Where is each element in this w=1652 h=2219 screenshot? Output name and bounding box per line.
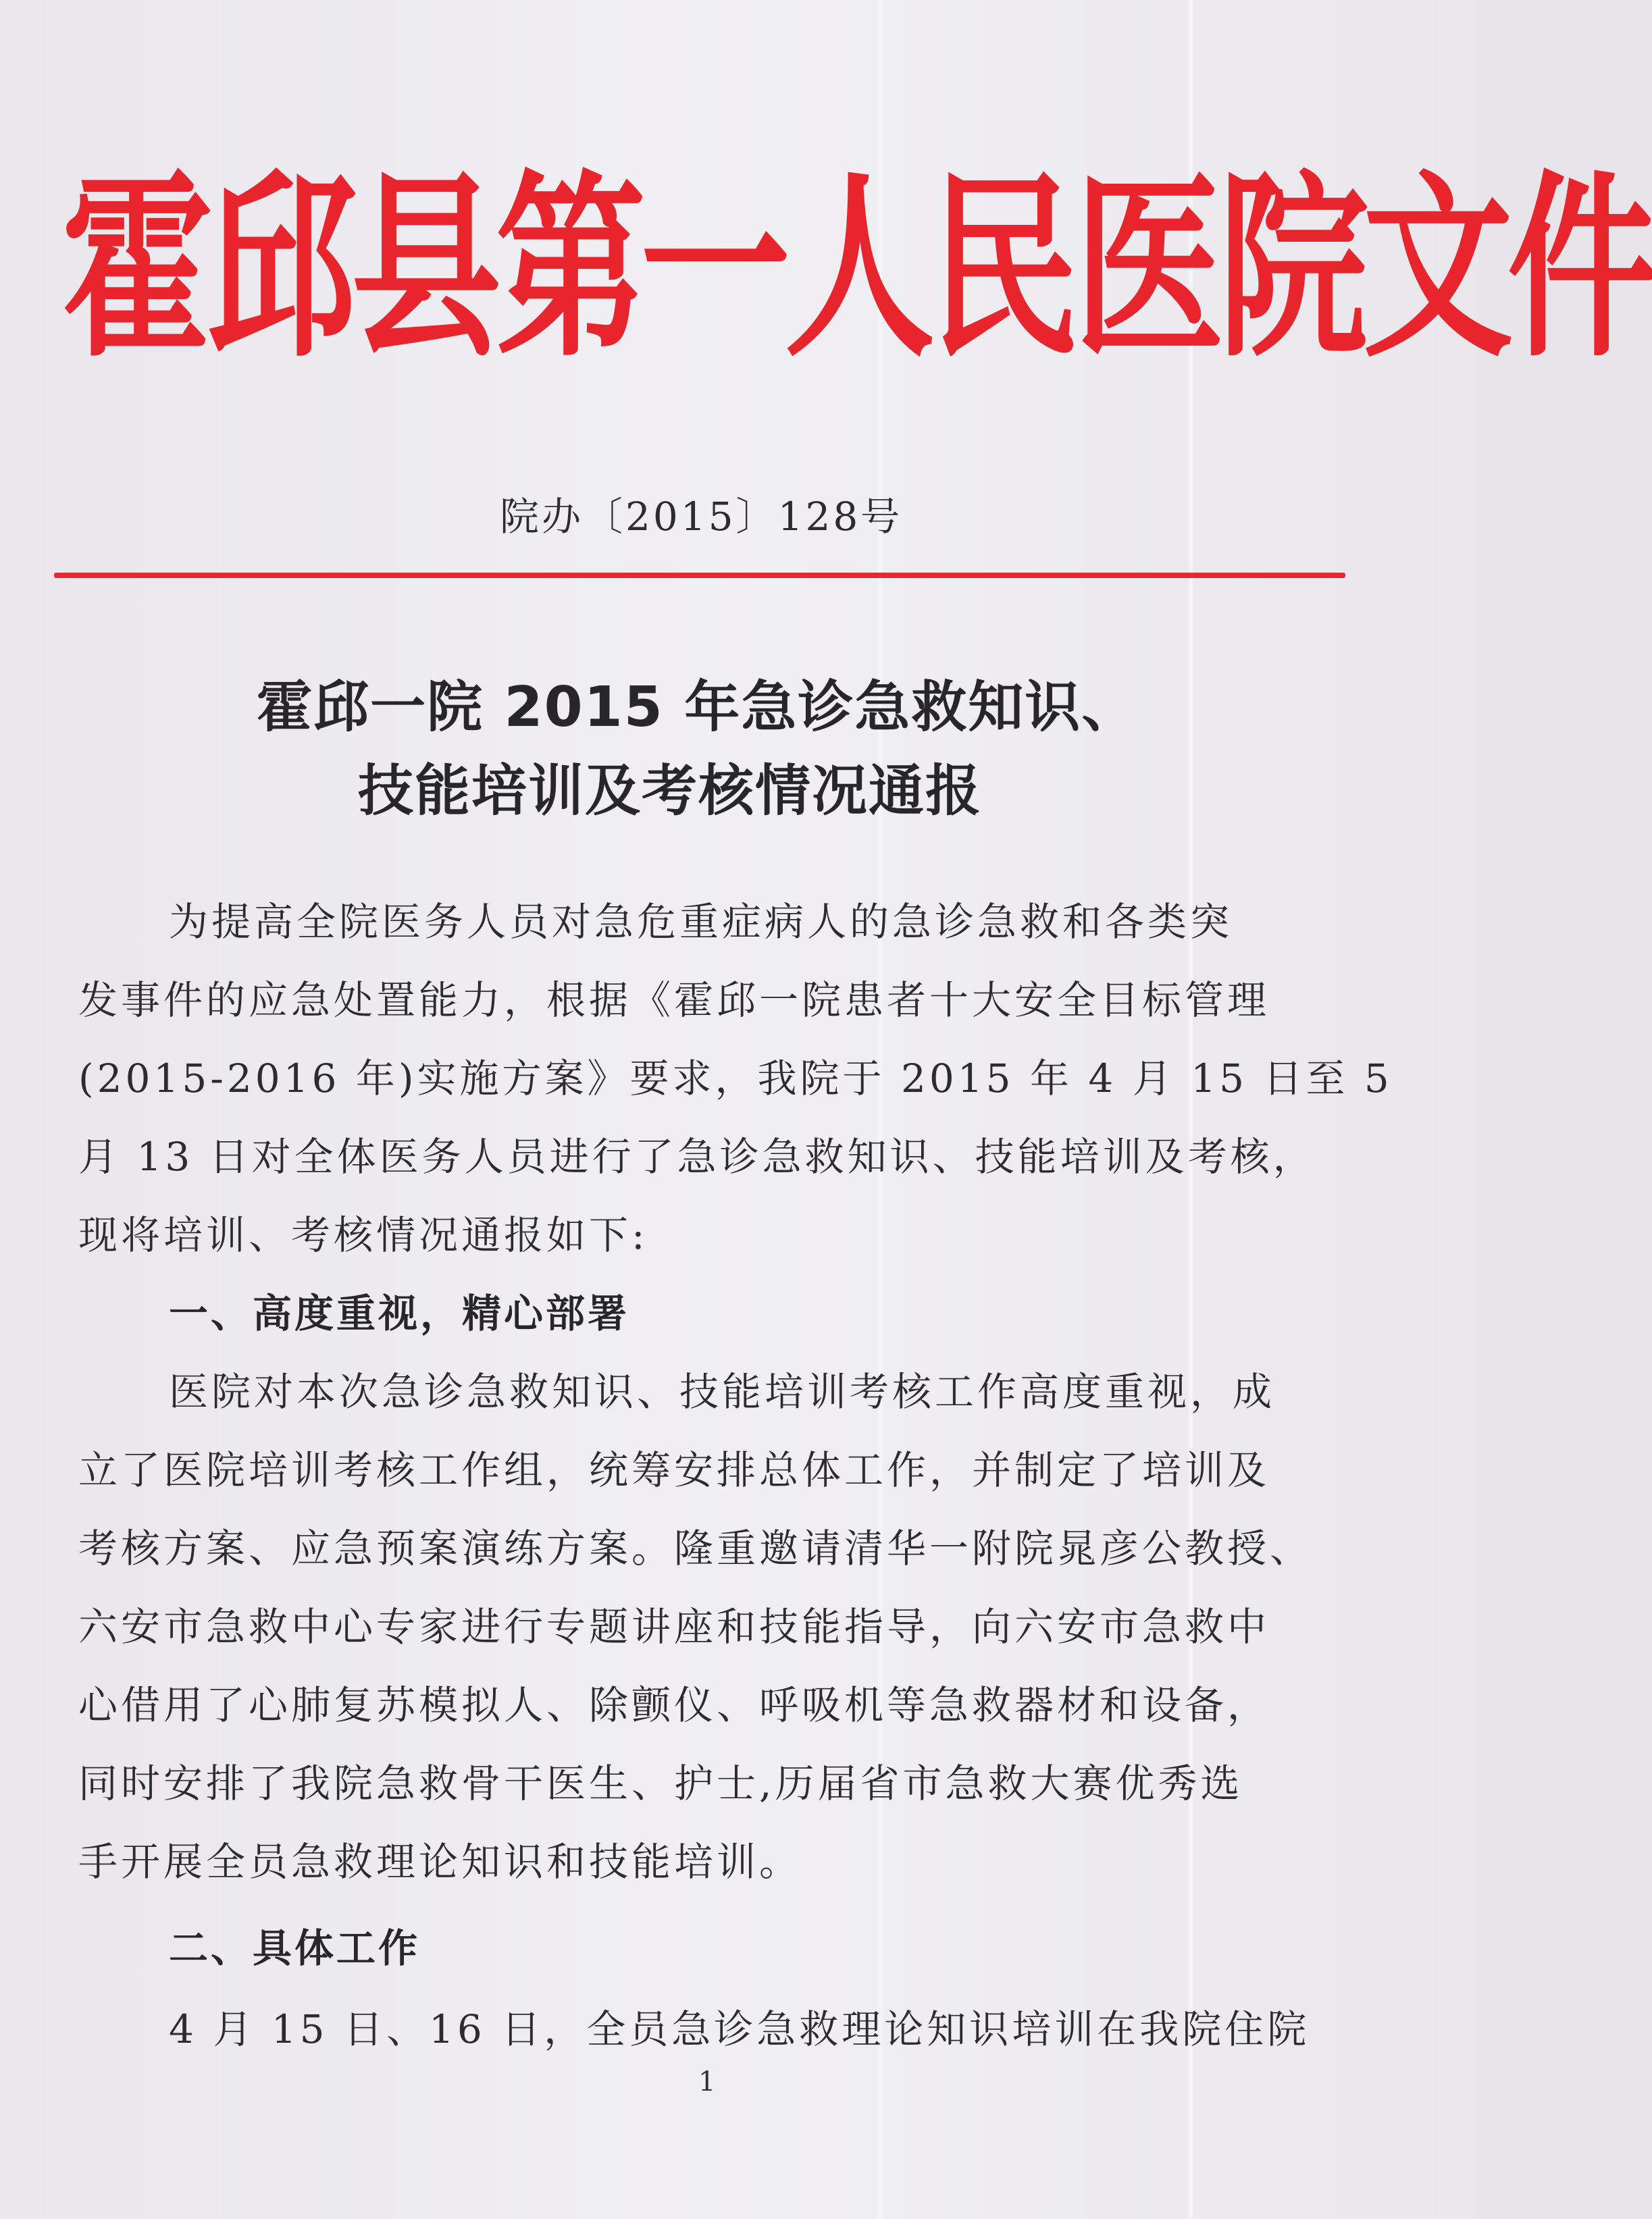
paragraph-line: 手开展全员急救理论知识和技能培训。 bbox=[78, 1839, 802, 1885]
paragraph-line: 为提高全院医务人员对急危重症病人的急诊急救和各类突 bbox=[169, 899, 1233, 945]
section-heading-2: 二、具体工作 bbox=[169, 1925, 421, 1971]
section-heading-1: 一、高度重视，精心部署 bbox=[169, 1290, 630, 1336]
paragraph-line: 医院对本次急诊急救知识、技能培训考核工作高度重视，成 bbox=[169, 1369, 1276, 1415]
paragraph-line: 月 13 日对全体医务人员进行了急诊急救知识、技能培训及考核， bbox=[78, 1134, 1316, 1180]
paragraph-line: 发事件的应急处置能力，根据《霍邱一院患者十大安全目标管理 bbox=[78, 977, 1270, 1023]
paragraph-line: 六安市急救中心专家进行专题讲座和技能指导，向六安市急救中 bbox=[78, 1604, 1270, 1650]
paragraph-line: (2015-2016 年)实施方案》要求，我院于 2015 年 4 月 15 日至 5 bbox=[78, 1055, 1393, 1101]
paragraph-line: 考核方案、应急预案演练方案。隆重邀请清华一附院晁彦公教授、 bbox=[78, 1525, 1313, 1571]
paragraph-line: 4 月 15 日、16 日，全员急诊急救理论知识培训在我院住院 bbox=[169, 2006, 1310, 2052]
red-divider bbox=[54, 573, 1345, 578]
document-number: 院办〔2015〕128号 bbox=[500, 494, 903, 540]
paragraph-line: 立了医院培训考核工作组，统筹安排总体工作，并制定了培训及 bbox=[78, 1447, 1270, 1493]
paragraph-line: 心借用了心肺复苏模拟人、除颤仪、呼吸机等急救器材和设备， bbox=[78, 1682, 1270, 1728]
page-number: 1 bbox=[698, 2066, 716, 2097]
paragraph-line: 现将培训、考核情况通报如下: bbox=[78, 1212, 648, 1258]
document-title-line-2: 技能培训及考核情况通报 bbox=[358, 759, 983, 823]
document-title-line-1: 霍邱一院 2015 年急诊急救知识、 bbox=[257, 675, 1139, 739]
organization-header: 霍邱县第一人民医院文件 bbox=[62, 152, 1652, 385]
paragraph-line: 同时安排了我院急救骨干医生、护士,历届省市急救大赛优秀选 bbox=[78, 1760, 1243, 1806]
